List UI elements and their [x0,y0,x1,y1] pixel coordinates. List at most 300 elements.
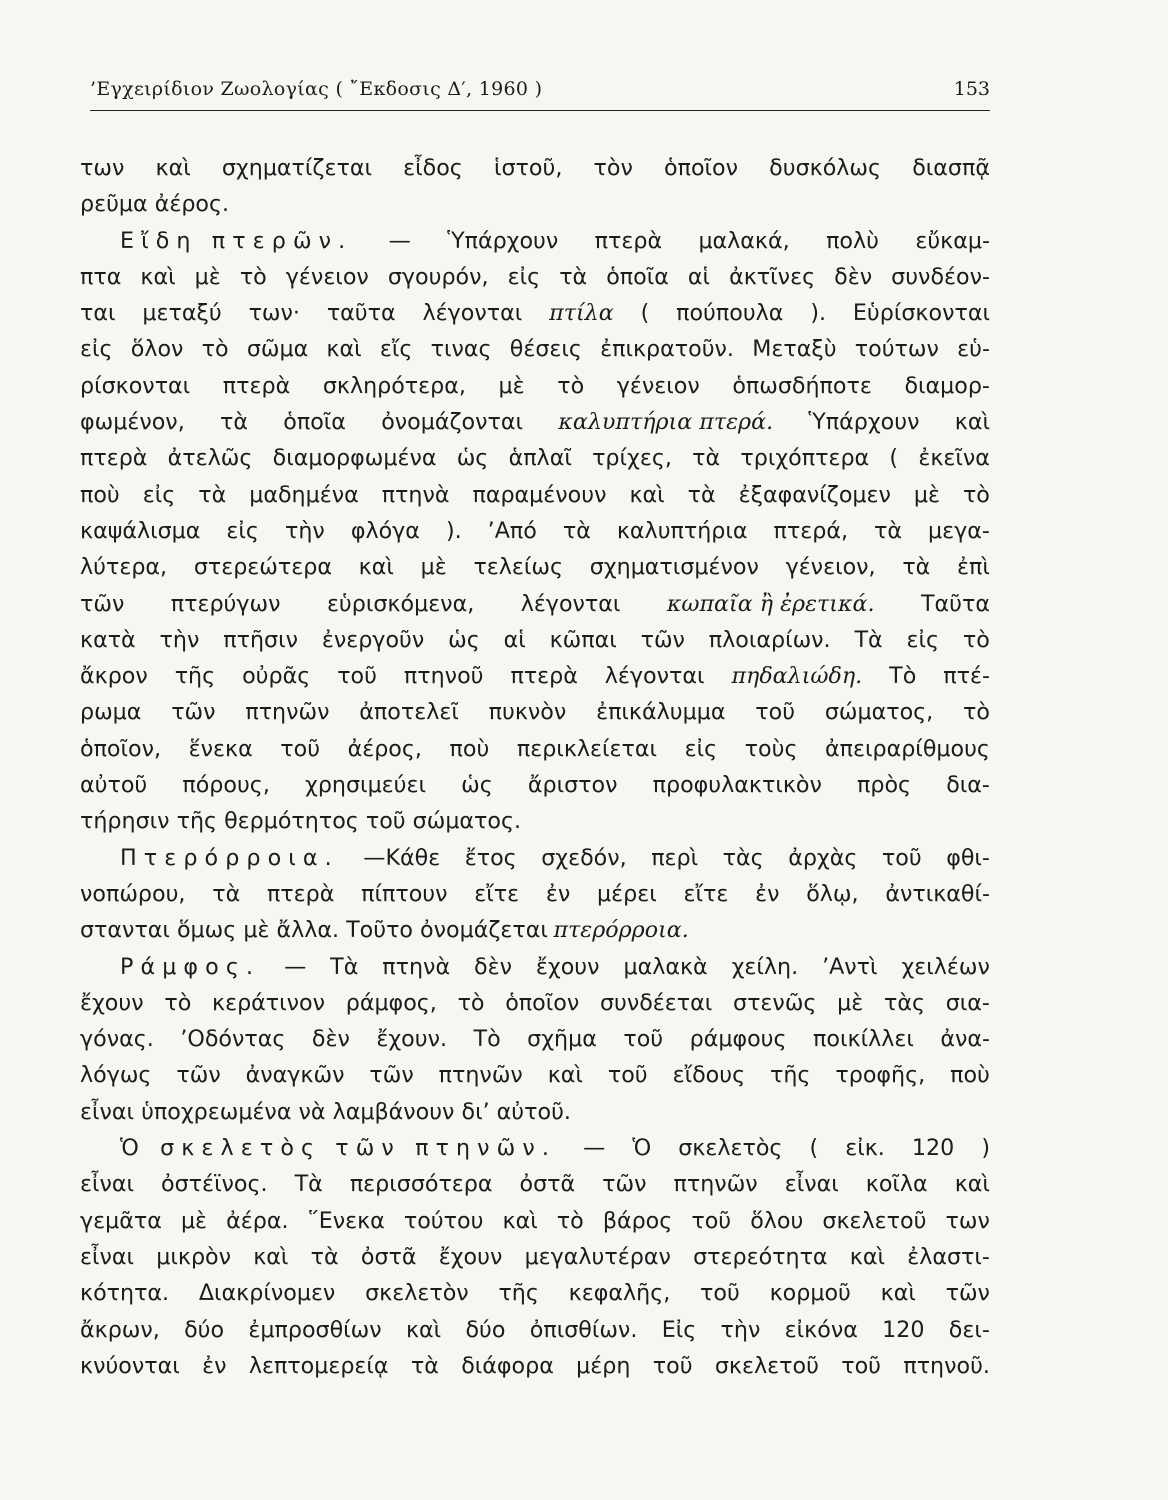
word: καὶ [629,481,665,508]
word: — [284,953,307,980]
word: εἶναι [80,1171,135,1198]
word: τούτου [403,1207,484,1234]
word: ὁποῖα [606,263,669,290]
text-span: στανται ὅμως μὲ ἄλλα. Τοῦτο ὀνομάζεται [80,917,548,944]
word: εἶδος [403,155,463,181]
word: Μεταξὺ [752,336,837,363]
word: συνδέον- [891,263,990,290]
word: Ταῦτα [920,590,990,617]
word: μὲ [498,372,525,399]
word: κεράτινον [212,989,326,1016]
word: τὸ [239,263,267,290]
word: πολὺ [826,227,879,254]
word: τοῦ [841,1352,882,1379]
word: γένειον, [785,554,876,581]
word: ( [640,300,650,327]
word: δὲν [474,953,512,980]
text-line [80,949,990,985]
word: των [80,155,125,181]
word: ἔχουν [438,1243,503,1270]
word: ’Από [487,517,537,544]
word: αἱ [687,263,711,290]
word: ἐπικάλυμμα [596,699,726,726]
word: ἀντικαθί- [885,880,990,907]
word: τὸ [557,372,585,399]
text-line [80,1275,990,1311]
word: —Κάθε [363,844,441,871]
word: τοῦ [691,1207,732,1234]
word: κῶπαι [549,626,617,653]
word: ὁποῖον [664,155,739,181]
word: ὡς [456,445,489,472]
word: παραμένουν [472,481,607,508]
word: πτηνοῦ. [903,1352,990,1379]
word: εὑρισκόμενα, [326,590,475,617]
word: φλόγα [350,517,420,544]
section-heading: Ράμφος. [120,953,261,980]
word: εἰκόνα [784,1316,858,1343]
word: κεφαλῆς, [568,1280,671,1307]
word: καὶ [155,155,191,181]
word: πτηνῶν [245,699,330,726]
word: — [583,1135,606,1162]
word: τοῦ [652,1352,693,1379]
word: γόνας. [80,1026,154,1053]
word: περὶ [651,844,699,871]
text-line [80,1203,990,1239]
word: τῶν [80,590,125,617]
word: κατὰ [80,626,136,653]
word: λέγονται [520,590,621,617]
word: ’Αντὶ [822,953,878,980]
word: καὶ [954,1171,990,1198]
word: σκελετὸν [365,1280,469,1307]
word: καλυπτήρια [616,517,748,544]
text-line [80,186,990,222]
word: Εὑρίσκονται [852,300,990,327]
word: συνδέεται [599,989,713,1016]
word: εἰς [226,517,259,544]
text-line [80,985,990,1021]
word: τοῦ [337,663,377,690]
word: θέσεις [509,336,582,363]
text-line [80,1239,990,1275]
text-line [80,331,990,367]
word: πτερὰ [594,227,663,254]
word: εὔκαμ- [915,227,990,254]
word: σκελετοῦ [822,1207,927,1234]
word: γεμᾶτα [80,1207,162,1234]
word: εἴς [379,336,413,363]
word: πτέ- [943,663,990,690]
word: Ὑπάρχουν [447,227,559,254]
word: τῆς [174,663,216,690]
word: πίπτουν [361,880,448,907]
word: τοῦ [280,735,321,762]
word: ὁποῖον [505,989,580,1016]
word: ἐν [545,880,571,907]
word: ἐλαστι- [907,1243,990,1270]
word: τοῦ [700,1280,740,1307]
word: γένειον [285,263,369,290]
section-heading: Εἴδη πτερῶν. [120,227,353,254]
word: τὴν [284,517,325,544]
word: ( [809,1135,819,1162]
word: λύτερα, [80,554,168,581]
word: καὶ [880,1280,916,1307]
word: τὸ [962,481,990,508]
word: Τὸ [889,663,917,690]
section-heading: Πτερόρροια. [120,844,339,871]
italic-term: πτερόρροια. [553,917,689,944]
word: τὸ [962,626,990,653]
word: τὴν [159,626,200,653]
section-heading: Ὁ σκελετὸς τῶν πτηνῶν. [120,1135,557,1162]
text-line [80,259,990,295]
word: φωμένον, [80,409,185,436]
word: τὰ [562,517,591,544]
word: πόρους, [182,772,270,799]
word: σώματος, [824,699,934,726]
word: σῶμα [246,336,309,363]
word: πρὸς [857,772,912,799]
word: διάφορα [461,1352,554,1379]
word: εἰς [507,263,541,290]
text-line [80,150,990,186]
word: βάρος [602,1207,673,1234]
word: τὰ [902,554,931,581]
word: γένειον [616,372,700,399]
text-line [80,223,990,259]
word: τῶν [176,1062,221,1089]
word: αἱ [503,626,526,653]
word: αὐτοῦ [80,772,148,799]
word: τῆς [498,1280,539,1307]
word: τὸ [556,1207,584,1234]
word: ὀστᾶ [360,1243,417,1270]
word: ρωμα [80,699,142,726]
word: κότητα. [80,1280,170,1307]
word: πυκνὸν [488,699,567,726]
word: δυσκόλως [769,155,882,181]
word: μικρὸν [156,1243,232,1270]
word: ἐν [202,1352,227,1379]
word: ἐν [755,880,780,907]
word: ἁπλαῖ [508,445,572,472]
word: ὀστᾶ [519,1171,576,1198]
word: ἀπειραρίθμους [825,735,990,762]
word: σχηματίζεται [221,155,372,181]
word: τοῦ [881,844,922,871]
word: ἐμπροσθίων [248,1316,382,1343]
word: τὸ [164,989,192,1016]
word: καὶ [140,263,176,290]
word: ὁπωσδήποτε [732,372,872,399]
word: μὲ [420,554,447,581]
text-line [80,622,990,658]
word: δύο [184,1316,225,1343]
word: καὶ [405,1316,442,1343]
word: ἀνα- [940,1026,990,1053]
italic-term: πτίλα [549,300,614,327]
word: τριχόπτερα [740,445,870,472]
word: τὰ [692,445,721,472]
word: τῶν [640,626,685,653]
word: σια- [945,989,990,1016]
word: ταῦτα [326,300,396,327]
word: εἰς [80,336,113,363]
word: πλοιαρίων. [708,626,831,653]
word: τὰ [559,263,588,290]
book-title: ’Εγχειρίδιον Ζωολογίας ( ῎Εκδοσις Δ′, 1960 ) [90,78,543,100]
word: εὑ- [957,336,990,363]
word: πτηνοῦ [403,663,484,690]
word: μὲ [837,989,864,1016]
italic-term: καλυπτήρια πτερά. [558,409,774,436]
word: διασπᾷ [912,155,990,181]
word: τὰ [212,880,241,907]
word: εἰκ. [845,1135,885,1162]
text-line [80,803,990,839]
word: κοῖλα [865,1171,928,1198]
running-header [90,74,990,111]
word: οὐρᾶς [242,663,311,690]
word: πτερὰ [80,445,148,472]
word: τοῦ [755,699,796,726]
word: ἐξαφανίζομεν [738,481,891,508]
word: ). [810,300,827,327]
word: πτηνῶν [673,1171,758,1198]
word: ποὺ [950,1062,990,1089]
text-span: ρεῦμα ἀέρος. [80,191,230,218]
word: τρίχες, [592,445,672,472]
text-line [80,1166,990,1202]
word: τὰ [198,481,227,508]
word: καψάλισμα [80,517,201,544]
word: δύο [465,1316,506,1343]
word: Τὰ [330,953,359,980]
word: μαδημένα [249,481,359,508]
word: — [388,227,411,254]
text-line [80,694,990,730]
word: πτηνῶν [438,1062,523,1089]
word: ἔχουν [80,989,144,1016]
word: ἄκρων, [80,1316,160,1343]
word: εἴτε [683,880,729,907]
word: τοῦ [623,1026,664,1053]
word: ποὺ [449,735,490,762]
word: ρίσκονται [80,372,191,399]
word: ἔχουν [535,953,600,980]
word: πτερά, [773,517,849,544]
word: σγουρόν, [387,263,489,290]
word: τῆς [770,1062,811,1089]
word: ἐπικρατοῦν. [600,336,734,363]
word: των [945,1207,990,1234]
page-number: 153 [953,78,990,100]
word: τὰ [310,1243,339,1270]
word: εἰς [906,626,940,653]
word: τὸ [201,336,229,363]
word: πτερὰ [510,663,578,690]
word: πτηνὰ [382,953,451,980]
word: πτα [80,263,122,290]
text-line [80,404,990,440]
text-line [80,840,990,876]
word: περικλείεται [516,735,658,762]
word: καὶ [954,409,990,436]
word: εἰς [142,481,176,508]
word: περισσότερα [349,1171,493,1198]
word: στερεότητα [693,1243,828,1270]
word: ὅλου [750,1207,804,1234]
word: 120 [882,1316,925,1343]
word: ἕνεκα [188,735,253,762]
word: νοπώρου, [80,880,186,907]
word: διαμορφωμένα [272,445,437,472]
word: των· [248,300,300,327]
text-line [80,1057,990,1093]
word: ἄκρον [80,663,148,690]
word: ἐνεργοῦν [321,626,425,653]
word: καὶ [253,1243,289,1270]
word: ἱστοῦ, [493,155,563,181]
word: καὶ [502,1207,538,1234]
word: ἀτελῶς [167,445,253,472]
text-line [80,1348,990,1384]
word: τὰ [874,517,903,544]
word: Ὑπάρχουν [808,409,920,436]
word: καὶ [358,554,394,581]
word: τὰ [220,409,248,436]
word: πτῆσιν [223,626,298,653]
word: Εἰς [661,1316,697,1343]
word: ἀρχὰς [788,844,858,871]
word: πτερὰ [266,880,335,907]
word: τοὺς [744,735,798,762]
word: τροφῆς, [835,1062,926,1089]
word: τῶν [945,1280,990,1307]
word: ἀέρος, [347,735,422,762]
text-line [80,1130,990,1166]
text-line [80,295,990,331]
word: πτηνὰ [381,481,450,508]
word: ἀποτελεῖ [359,699,459,726]
word: μέρει [597,880,657,907]
text-line [80,767,990,803]
word: λόγως [80,1062,152,1089]
word: εἶναι [784,1171,839,1198]
word: προφυλακτικὸν [652,772,822,799]
word: ράμφος, [345,989,437,1016]
word: εἶναι [80,1243,135,1270]
text-line [80,549,990,585]
word: ται [80,300,116,327]
word: δὲν [311,1026,350,1053]
word: ). [445,517,462,544]
word: σχῆμα [527,1026,597,1053]
text-line [80,1021,990,1057]
word: πτερύγων [170,590,281,617]
word: φθι- [946,844,990,871]
word: μὲ [194,263,221,290]
word: ἔχουν. [376,1026,448,1053]
word: λεπτομερείᾳ [248,1352,389,1379]
word: ὡς [461,772,493,799]
word: εἴδους [672,1062,746,1089]
word: ἐκεῖνα [918,445,990,472]
word: μέρη [576,1352,631,1379]
word: τὰ [410,1352,439,1379]
word: ἀκτῖνες [729,263,816,290]
body-text [80,150,990,1384]
text-line [80,658,990,694]
word: ὀστέϊνος. [161,1171,268,1198]
word: ἐπὶ [957,554,990,581]
text-line [80,876,990,912]
word: κορμοῦ [769,1280,851,1307]
word: ’Οδόντας [180,1026,286,1053]
word: χειλέων [901,953,990,980]
word: ὡς [448,626,480,653]
italic-term: πηδαλιώδη. [731,663,863,690]
word: ἄριστον [527,772,618,799]
word: μαλακά, [698,227,790,254]
text-line [80,586,990,622]
word: πτερὰ [222,372,291,399]
word: μὲ [180,1207,208,1234]
word: ὅλον [130,336,184,363]
word: τὸν [593,155,633,181]
word: ἀέρα. [226,1207,289,1234]
word: Τὰ [854,626,883,653]
word: ὅλῳ, [806,880,859,907]
word: σκελετὸς [678,1135,783,1162]
word: ( [889,445,899,472]
text-line [80,477,990,513]
text-line [80,912,990,948]
text-line [80,1094,990,1130]
word: τινας [430,336,492,363]
word: λέγονται [604,663,705,690]
word: 120 [911,1135,955,1162]
word: καὶ [326,336,362,363]
word: τὴν [720,1316,761,1343]
word: καὶ [849,1243,885,1270]
word: χρησιμεύει [305,772,427,799]
word: στερεώτερα [193,554,332,581]
text-line [80,513,990,549]
word: σκληρότερα, [322,372,466,399]
word: τὰς [722,844,764,871]
text-span: τήρησιν τῆς θερμότητος τοῦ σώματος. [80,808,522,835]
text-span: εἶναι ὑποχρεωμένα νὰ λαμβάνουν δι’ αὐτοῦ. [80,1098,571,1125]
word: εἰς [684,735,718,762]
word: ὀνομάζονται [381,409,524,436]
word: τῶν [369,1062,414,1089]
word: εἴτε [474,880,520,907]
word: ὁποῖον, [80,735,162,762]
word: Τὸ [473,1026,501,1053]
word: Τὰ [294,1171,323,1198]
word: μαλακὰ [623,953,708,980]
word: στενῶς [733,989,817,1016]
word: τούτων [854,336,939,363]
word: ) [981,1135,990,1162]
word: ἔτος [464,844,517,871]
word: σκελετοῦ [714,1352,819,1379]
word: ἀναγκῶν [245,1062,345,1089]
